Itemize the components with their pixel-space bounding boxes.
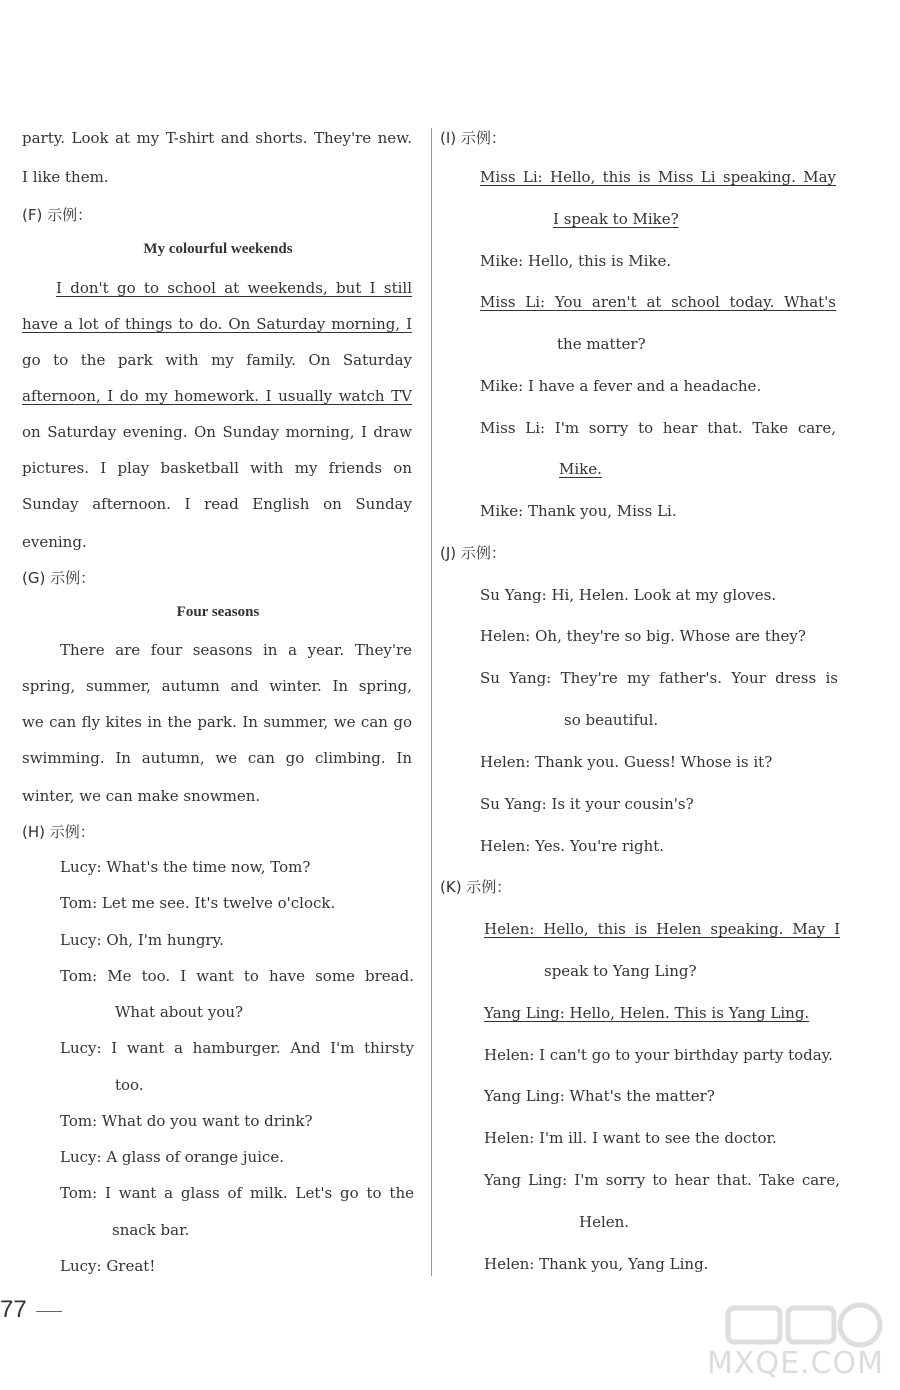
text-line: winter, we can make snowmen. <box>22 787 261 805</box>
dialogue-line: Tom: Me too. I want to have some bread. <box>60 967 414 985</box>
text-line: Sunday afternoon. I read English on Sunday <box>22 495 412 513</box>
column-divider <box>431 128 432 1276</box>
dialogue-line: Helen: Hello, this is Helen speaking. May I <box>484 920 840 938</box>
dialogue-line: Helen: Yes. You're right. <box>480 837 665 855</box>
dialogue-line: Lucy: I want a hamburger. And I'm thirsty <box>60 1039 414 1057</box>
dialogue-line: Helen: Thank you, Yang Ling. <box>484 1255 709 1273</box>
dialogue-line: Helen: Oh, they're so big. Whose are they? <box>480 627 806 645</box>
text-line: have a lot of things to do. On Saturday morning, I <box>22 315 412 333</box>
dialogue-line: Mike. <box>559 460 602 478</box>
essay-title: My colourful weekends <box>143 241 293 257</box>
dialogue-line: Helen: Thank you. Guess! Whose is it? <box>480 753 773 771</box>
dialogue-line: Yang Ling: Hello, Helen. This is Yang Ling. <box>484 1004 810 1022</box>
dialogue-line: Lucy: What's the time now, Tom? <box>60 858 311 876</box>
text-line: evening. <box>22 533 87 551</box>
section-label-g: (G) 示例： <box>22 569 96 587</box>
text-line: party. Look at my T-shirt and shorts. They're new. <box>22 129 412 147</box>
dialogue-line: Miss Li: I'm sorry to hear that. Take care, <box>480 419 836 437</box>
dialogue-line: Miss Li: You aren't at school today. What's <box>480 293 836 311</box>
dialogue-line: Tom: Let me see. It's twelve o'clock. <box>60 894 336 912</box>
page-number: 77 <box>0 1296 27 1323</box>
dialogue-line: Mike: Thank you, Miss Li. <box>480 502 677 520</box>
section-label-j: (J) 示例： <box>440 544 506 562</box>
dialogue-line: Miss Li: Hello, this is Miss Li speaking. May <box>480 168 836 186</box>
dialogue-line: Su Yang: They're my father's. Your dress is <box>480 669 838 687</box>
text-line: I like them. <box>22 168 109 186</box>
text-line: on Saturday evening. On Sunday morning, I draw <box>22 423 412 441</box>
text-line: I don't go to school at weekends, but I still <box>56 279 412 297</box>
text-line: pictures. I play basketball with my friends on <box>22 459 412 477</box>
footer-rule <box>36 1311 62 1312</box>
text-line: afternoon, I do my homework. I usually watch TV <box>22 387 412 405</box>
dialogue-line: Tom: I want a glass of milk. Let's go to the <box>60 1184 414 1202</box>
section-label-i: (I) 示例： <box>440 129 506 147</box>
dialogue-line: snack bar. <box>112 1221 190 1239</box>
dialogue-line: Yang Ling: What's the matter? <box>484 1087 715 1105</box>
text-line: we can fly kites in the park. In summer, we can go <box>22 713 412 731</box>
section-label-k: (K) 示例： <box>440 878 512 896</box>
dialogue-line: Lucy: A glass of orange juice. <box>60 1148 284 1166</box>
dialogue-line: Lucy: Great! <box>60 1257 156 1275</box>
dialogue-line: Tom: What do you want to drink? <box>60 1112 313 1130</box>
dialogue-line: so beautiful. <box>564 711 659 729</box>
dialogue-line: Lucy: Oh, I'm hungry. <box>60 931 224 949</box>
dialogue-line: speak to Yang Ling? <box>544 962 697 980</box>
text-line: There are four seasons in a year. They're <box>60 641 412 659</box>
dialogue-line: Mike: I have a fever and a headache. <box>480 377 762 395</box>
dialogue-line: Yang Ling: I'm sorry to hear that. Take care, <box>484 1171 840 1189</box>
section-label-f: (F) 示例： <box>22 206 93 224</box>
text-line: go to the park with my family. On Saturday <box>22 351 412 369</box>
dialogue-line: What about you? <box>115 1003 244 1021</box>
dialogue-line: Helen: I can't go to your birthday party today. <box>484 1046 833 1064</box>
essay-title: Four seasons <box>176 604 260 620</box>
section-label-h: (H) 示例： <box>22 823 95 841</box>
text-line: spring, summer, autumn and winter. In spring, <box>22 677 412 695</box>
dialogue-line: I speak to Mike? <box>553 210 679 228</box>
dialogue-line: Su Yang: Is it your cousin's? <box>480 795 694 813</box>
dialogue-line: the matter? <box>557 335 646 353</box>
dialogue-line: Helen. <box>579 1213 630 1231</box>
dialogue-line: Helen: I'm ill. I want to see the doctor. <box>484 1129 777 1147</box>
dialogue-line: Su Yang: Hi, Helen. Look at my gloves. <box>480 586 777 604</box>
dialogue-line: too. <box>115 1076 144 1094</box>
dialogue-line: Mike: Hello, this is Mike. <box>480 252 672 270</box>
watermark-text: MXQE.COM <box>707 1346 884 1381</box>
text-line: swimming. In autumn, we can go climbing. In <box>22 749 412 767</box>
